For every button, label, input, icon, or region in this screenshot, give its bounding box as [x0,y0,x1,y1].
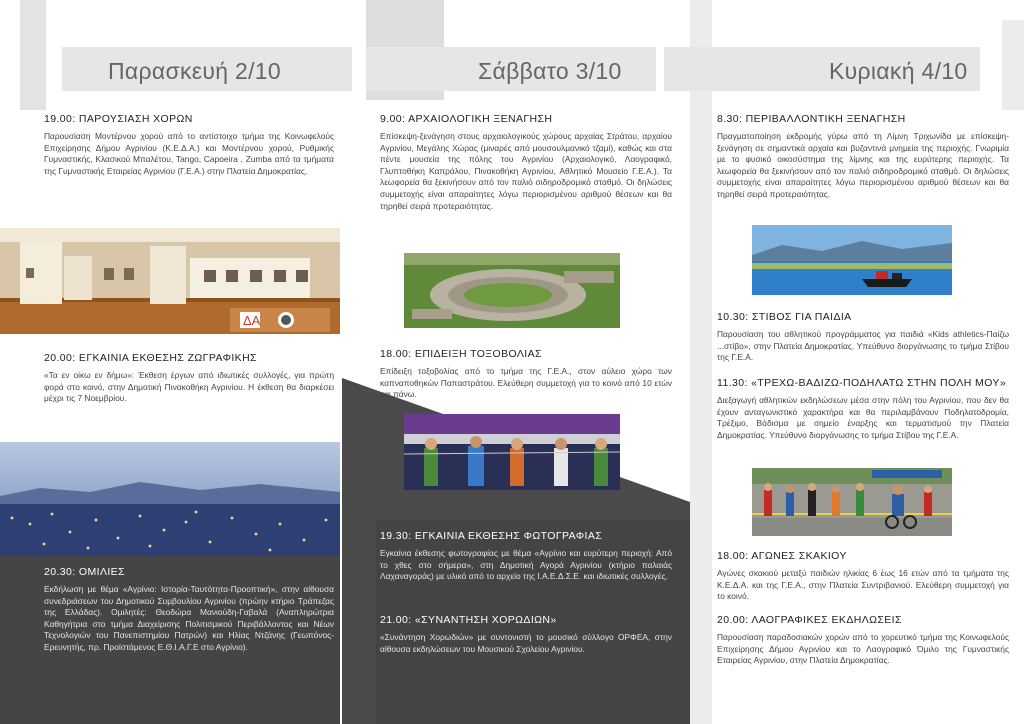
sunday-event-kids-track [717,311,1009,364]
friday-event-talks [44,566,334,654]
event-body: Πραγματοποίηση εκδρομής γύρω από τη Λίμνη Τριχωνίδα με επίσκεψη-ξενάγηση σε σημαντικά αρχαία και βυζαντινά μνημεία της περιοχής. Γνωριμία με το φυσικό οικοσύστημα της λίμνης και της ευρύτερης περιοχής. Τα λεωφορεία θα ξεκινήσουν από τον παλιό σιδηροδρομικό σταθμό. Οι δηλώσεις συμμετοχής είναι απαραίτητες λόγω περιορισμένου αριθμού θέσεων και θα τηρηθεί σειρά προτεραιότητας. [717,131,1009,199]
kids-race-photo [752,468,952,536]
event-title: 9.00: ΑΡΧΑΙΟΛΟΓΙΚΗ ΞΕΝΑΓΗΣΗ [380,113,553,125]
gallery-interior-photo [0,228,340,334]
friday-event-dances [44,113,334,177]
event-title: 20.00: ΛΑΟΓΡΑΦΙΚΕΣ ΕΚΔΗΛΩΣΕΙΣ [717,614,902,626]
event-title: 20.00: ΕΓΚΑΙΝΙΑ ΕΚΘΕΣΗΣ ΖΩΓΡΑΦΙΚΗΣ [44,352,257,364]
event-title: 10.30: ΣΤΙΒΟΣ ΓΙΑ ΠΑΙΔΙΑ [717,311,852,323]
event-body: Εκδήλωση με θέμα «Αγρίνιο: Ιστορία-Ταυτότητα-Προοπτική», στην αίθουσα συνεδριάσεων του Δημοτικού Συμβουλίου Αγρινίου (πρώην κτήριο Τράπεζας της Ελλάδας). Ομιλητές: Θεοδώρα Μανιούδη-Γαβαλά (Αναπληρώτρια Καθηγήτρια στο τμήμα Διαχείρισης Πολιτισμικού Περιβάλλοντος και Νέων Τεχνολογιών του Πανεπιστημίου Πατρών) και Ηλίας Ντζάνης (Γεωπόνος-Ερευνητής, πρ. Προϊστάμενος Ε.Θ.Ι.Α.Γ.Ε στο Αγρίνιο). [44,584,334,652]
event-title: 8.30: ΠΕΡΙΒΑΛΛΟΝΤΙΚΗ ΞΕΝΑΓΗΣΗ [717,113,906,125]
header-saturday: Σάββατο 3/10 [478,58,622,84]
sunday-event-environment [717,113,1009,201]
saturday-event-choirs [380,614,672,655]
event-body: Αγώνες σκακιού μεταξύ παιδιών ηλικίας 6 έως 16 ετών από τα τμήματα της Κ.Ε.Δ.Α. και της Γ.Ε.Α., στην Πλατεία Συντριβανιού. Ελεύθερη συμμετοχή για το κοινό. [717,568,1009,602]
event-body: Επίσκεψη-ξενάγηση στους αρχαιολογικούς χώρους αρχαίας Στράτου, αρχαίου Αγρινίου, Μεγάλης Χώρας (μιναρές από μουσουλμανικό τζαμί), καθώς και στα πέντε μουσεία της πόλης του Αγρινίου (Αρχαιολογικό, Λαογραφικό, Γλυπτοθήκη Καπράλου, Πινακοθήκη Αγρινίου, Αθλητικό Μουσείο Γ.Ε.Α.). Τα λεωφορεία θα ξεκινήσουν από τον παλιό σιδηροδρομικό σταθμό. Οι δηλώσεις συμμετοχής είναι απαραίτητες λόγω περιορισμένου αριθμού θέσεων και θα τηρηθεί σειρά προτεραιότητας. [380,131,672,211]
svg-text:ΔΑ: ΔΑ [243,313,261,328]
sunday-event-run-walk-cycle [717,377,1009,441]
sunday-event-chess [717,550,1009,603]
ancient-theatre-photo [404,253,620,328]
lake-boat-photo [752,225,952,295]
sunday-event-folklore [717,614,1009,667]
friday-event-exhibition [44,352,334,405]
saturday-event-archaeology [380,113,672,212]
event-title: 19.30: ΕΓΚΑΙΝΙΑ ΕΚΘΕΣΗΣ ΦΩΤΟΓΡΑΦΙΑΣ [380,530,603,542]
event-title: 11.30: «ΤΡΕΧΩ-ΒΑΔΙΖΩ-ΠΟΔΗΛΑΤΩ ΣΤΗΝ ΠΟΛΗ ΜΟΥ» [717,377,1007,389]
saturday-event-photography [380,530,672,583]
event-title: 21.00: «ΣΥΝΑΝΤΗΣΗ ΧΟΡΩΔΙΩΝ» [380,614,557,626]
event-body: Εγκαίνια έκθεσης φωτογραφίας με θέμα «Αγρίνιο και ευρύτερη περιοχή: Από το χθες στο σήμερα», στη Δημοτική Αγορά Αγρινίου (κτήριο παλαιάς Λαχαναγοράς) με υλικό από το αρχείο της Ι.Α.Ε.Δ.Σ.Ε. και ιδιωτικές συλλογές. [380,548,672,582]
event-body: Διεξαγωγή αθλητικών εκδηλώσεων μέσα στην πόλη του Αγρινίου, που δεν θα έχουν ανταγωνιστικό χαρακτήρα και θα περιλαμβάνουν Ποδηλατοδρομία, Τρέξιμο, Βάδισμα με σημείο έναρξης και τερματισμού την Πλατεία Δημοκρατίας. Υπεύθυνο διοργάνωσης το τμήμα Στίβου της Γ.Ε.Α. [717,395,1009,440]
event-body: Παρουσίαση του αθλητικού προγράμματος για παιδιά «Kids athletics-Παίζω ...στίβο», στην Πλατεία Δημοκρατίας. Υπεύθυνο διοργάνωσης το τμήμα Στίβου της Γ.Ε.Α. [717,329,1009,363]
event-body: Παρουσίαση παραδοσιακών χορών από το χορευτικό τμήμα της Κοινωφελούς Επιχείρησης Δήμου Αγρινίου και το Λαογραφικό Όμιλο της Γυμναστικής Εταιρείας Αγρινίου, στην Πλατεία Δημοκρατίας. [717,632,1009,666]
archery-athletes-photo [404,414,620,490]
header-sunday: Κυριακή 4/10 [829,58,968,84]
event-title: 18.00: ΑΓΩΝΕΣ ΣΚΑΚΙΟΥ [717,550,847,562]
header-friday: Παρασκευή 2/10 [108,58,281,84]
event-title: 20.30: ΟΜΙΛΙΕΣ [44,566,125,578]
event-body: Επίδειξη τοξοβολίας από το τμήμα της Γ.Ε.Α., στον αύλειο χώρο των καπναποθηκών Παπαστράτου. Ελεύθερη συμμετοχή για το κοινό από 10 ετών και πάνω. [380,366,672,400]
event-title: 18.00: ΕΠΙΔΕΙΞΗ ΤΟΞΟΒΟΛΙΑΣ [380,348,542,360]
event-body: Παρουσίαση Μοντέρνου χορού από το αντίστοιχο τμήμα της Κοινωφελούς Επιχείρησης Δήμου Αγρινίου (Κ.Ε.Δ.Α.) και Μοντέρνου χορού, Ρυθμικής Γυμναστικής, Κλασικού Μπαλέτου, Tango, Capoeira , Zumba από τα τμήματα της Γυμναστικής Εταιρείας Αγρινίου (Γ.Ε.Α.) στην Πλατεία Δημοκρατίας. [44,131,334,176]
city-night-panorama-photo [0,442,340,556]
event-title: 19.00: ΠΑΡΟΥΣΙΑΣΗ ΧΟΡΩΝ [44,113,193,125]
saturday-event-archery [380,348,672,401]
event-body: «Συνάντηση Χορωδιών» με συντονιστή το μουσικό σύλλογο ΟΡΦΕΑ, στην αίθουσα εκδηλώσεων του Μουσικού Σχολείου Αγρινίου. [380,632,672,654]
event-body: «Τα εν οίκω εν δήμω»: Έκθεση έργων από ιδιωτικές συλλογές, για πρώτη φορά στο κοινό, στην Δημοτική Πινακοθήκη Αγρινίου. Η έκθεση θα διαρκέσει μέχρι τις 7 Νοεμβρίου. [44,370,334,404]
